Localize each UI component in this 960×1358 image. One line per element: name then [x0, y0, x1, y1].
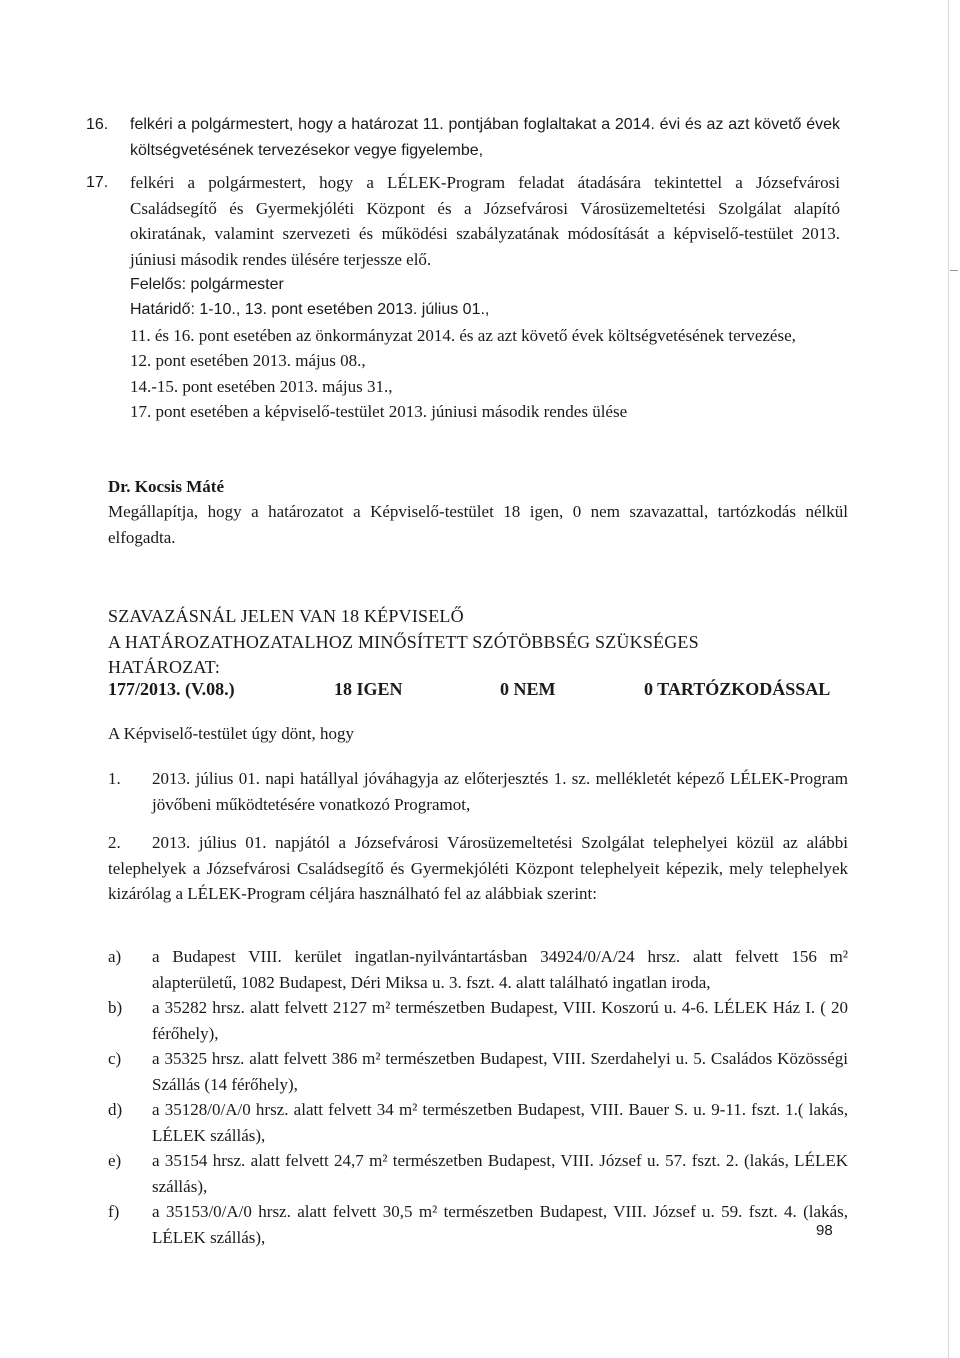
property-text: a 35325 hrsz. alatt felvett 386 m² természetben Budapest, VIII. Szerdahelyi u. 5. Családos Közösségi Szállás (14 férőhely), — [152, 1049, 848, 1094]
property-label: f) — [108, 1202, 120, 1221]
scan-edge-mark — [950, 270, 958, 271]
vote-header-line: A HATÁROZATHOZATALHOZ MINŐSÍTETT SZÓTÖBBSÉG SZÜKSÉGES — [108, 631, 699, 652]
decision-number: 2. — [108, 833, 121, 852]
page-number: 98 — [816, 1222, 833, 1239]
property-item — [108, 1097, 848, 1148]
decision-text: 2013. július 01. napjától a Józsefvárosi Városüzemeltetési Szolgálat telephelyei közül az alábbi telephelyek a Józsefvárosi Családsegítő és Gyermekjóléti Központ telephelyeit képezik, mely telephelyek kizárólag a LÉLEK-Program céljára használható fel az alábbiak szerint: — [108, 833, 848, 903]
property-text: a Budapest VIII. kerület ingatlan-nyilvántartásban 34924/0/A/24 hrsz. alatt felvett 156 m² alapterületű, 1082 Budapest, Déri Miksa u. 3. fszt. 4. alatt található ingatlan iroda, — [152, 947, 848, 992]
property-text: a 35154 hrsz. alatt felvett 24,7 m² természetben Budapest, VIII. József u. 57. fszt. 2. (lakás, LÉLEK szállás), — [152, 1151, 848, 1196]
property-label: e) — [108, 1151, 122, 1170]
property-text: a 35153/0/A/0 hrsz. alatt felvett 30,5 m² természetben Budapest, VIII. József u. 59. fszt. 4. (lakás, LÉLEK szállás), — [152, 1202, 848, 1247]
property-item — [108, 1148, 848, 1199]
decision-intro: A Képviselő-testület úgy dönt, hogy — [108, 724, 355, 743]
property-label: b) — [108, 998, 123, 1017]
resolution-number: 177/2013. (V.08.) — [108, 679, 235, 699]
vote-yes: 18 IGEN — [334, 679, 403, 699]
decision-item — [108, 830, 848, 907]
vote-abstain: 0 TARTÓZKODÁSSAL — [644, 679, 831, 699]
deadline-line: 12. pont esetében 2013. május 08., — [130, 351, 366, 370]
decision-item — [108, 766, 848, 817]
deadline-line: 17. pont esetében a képviselő-testület 2013. júniusi második rendes ülése — [130, 402, 628, 421]
speaker-statement: Megállapítja, hogy a határozatot a Képviselő-testület 18 igen, 0 nem szavazattal, tartózkodás nélkül elfogadta. — [108, 502, 848, 547]
vote-no: 0 NEM — [500, 679, 556, 699]
deadline-line: 11. és 16. pont esetében az önkormányzat 2014. és az azt követő évek költségvetésének tervezése, — [130, 325, 796, 345]
property-label: c) — [108, 1049, 122, 1068]
scan-edge-line — [948, 0, 949, 1358]
item-text: felkéri a polgármestert, hogy a határozat 11. pontjában foglaltakat a 2014. évi és az azt követő évek költségvetésének tervezésekor vegye figyelembe, — [130, 116, 840, 159]
property-item — [108, 1046, 848, 1097]
vote-header — [108, 604, 818, 681]
property-item — [108, 995, 848, 1046]
speaker-name: Dr. Kocsis Máté — [108, 477, 224, 496]
property-item — [108, 1199, 848, 1250]
responsible-line: Felelős: polgármester — [130, 276, 284, 293]
item-number: 16. — [86, 116, 109, 133]
property-text: a 35128/0/A/0 hrsz. alatt felvett 34 m² természetben Budapest, VIII. Bauer S. u. 9-11. fszt. 1.( lakás, LÉLEK szállás), — [152, 1100, 848, 1145]
property-label: a) — [108, 947, 122, 966]
deadline-block — [130, 297, 840, 425]
vote-header-line: SZAVAZÁSNÁL JELEN VAN 18 KÉPVISELŐ — [108, 606, 464, 626]
vote-header-line: HATÁROZAT: — [108, 657, 221, 677]
deadline-line: Határidő: 1-10., 13. pont esetében 2013. július 01., — [130, 301, 490, 318]
property-item — [108, 944, 848, 995]
property-list — [108, 944, 848, 1250]
property-label: d) — [108, 1100, 123, 1119]
item-text: felkéri a polgármestert, hogy a LÉLEK-Program feladat átadására tekintettel a Józsefvárosi Családsegítő és Gyermekjóléti Központ és a Józsefvárosi Városüzemeltetési Szolgálat alapító okiratának, valamint szervezeti és működési szabályzatának módosítását a képviselő-testület 2013. júniusi második rendes ülésére terjessze elő. — [130, 173, 840, 269]
item-number: 17. — [86, 174, 109, 191]
property-text: a 35282 hrsz. alatt felvett 2127 m² természetben Budapest, VIII. Koszorú u. 4-6. LÉLEK Ház I. ( 20 férőhely), — [152, 998, 848, 1043]
decision-text: 2013. július 01. napi hatállyal jóváhagyja az előterjesztés 1. sz. mellékletét képező LÉLEK-Program jövőbeni működtetésére vonatkozó Programot, — [152, 769, 848, 814]
decision-number: 1. — [108, 769, 121, 788]
deadline-line: 14.-15. pont esetében 2013. május 31., — [130, 376, 393, 396]
vote-result-row — [108, 677, 848, 703]
